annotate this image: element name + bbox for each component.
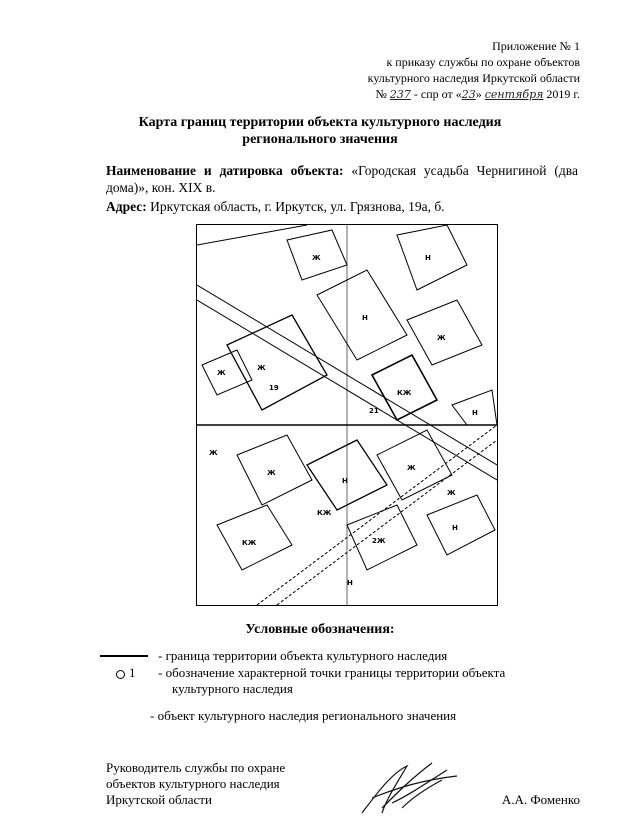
map-label: Н xyxy=(347,579,353,587)
footer-line-2: объектов культурного наследия xyxy=(106,776,280,791)
point-symbol-number: 1 xyxy=(129,665,136,680)
map-label: Ж xyxy=(437,334,446,342)
order-mid: - спр от « xyxy=(413,87,462,101)
map-label: Ж xyxy=(209,449,218,457)
order-line xyxy=(250,86,580,103)
order-year: 2019 г. xyxy=(546,87,580,101)
legend-item-text: - объект культурного наследия регионального значения xyxy=(150,708,457,723)
map-label: 19 xyxy=(269,384,279,392)
object-address xyxy=(106,198,578,215)
map-label: Ж xyxy=(257,364,266,372)
map-label: 2Ж xyxy=(372,537,386,545)
order-day: 23 xyxy=(461,88,476,101)
point-symbol xyxy=(116,665,136,680)
address-label: Адрес: xyxy=(106,199,147,214)
address-value: Иркутская область, г. Иркутск, ул. Грязнова, 19а, б. xyxy=(146,199,445,214)
map-label: КЖ xyxy=(397,389,412,397)
territory-map xyxy=(196,224,498,606)
order-number: 237 xyxy=(389,88,411,101)
footer-line-3: Иркутской области xyxy=(106,792,212,807)
map-label: Н xyxy=(452,524,458,532)
legend-item-text: - граница территории объекта культурного наследия xyxy=(158,648,448,663)
map-label: Н xyxy=(342,477,348,485)
legend-title: Условные обозначения: xyxy=(245,622,395,637)
signer-name: А.А. Фоменко xyxy=(501,792,580,807)
map-label: Н xyxy=(472,409,478,417)
map-label: Н xyxy=(362,314,368,322)
appendix-header xyxy=(250,38,580,103)
document-title xyxy=(100,114,540,148)
appendix-line-3: культурного наследия Иркутской области xyxy=(367,71,580,85)
footer-line-1: Руководитель службы по охране xyxy=(106,760,286,775)
appendix-line-1: Приложение № 1 xyxy=(492,39,580,53)
legend-item-text-2: культурного наследия xyxy=(172,681,293,696)
boundary-line-symbol xyxy=(100,655,148,657)
appendix-line-2: к приказу службы по охране объектов xyxy=(386,55,580,69)
order-month-sep: » xyxy=(475,87,482,101)
handwritten-signature xyxy=(352,758,462,818)
map-label: Н xyxy=(425,254,431,262)
legend-item-text: - обозначение характерной точки границы территории объекта xyxy=(158,665,506,680)
signature-block xyxy=(106,760,306,808)
map-label: Ж xyxy=(312,254,321,262)
map-drawing xyxy=(197,225,497,605)
map-label: 21 xyxy=(369,407,379,415)
order-prefix: № xyxy=(375,87,387,101)
title-line-2: регионального значения xyxy=(242,132,398,147)
map-label: Ж xyxy=(447,489,456,497)
map-label: Ж xyxy=(267,469,276,477)
object-name xyxy=(106,162,578,196)
map-label: Ж xyxy=(407,464,416,472)
object-name-value: «Городская усадьба Чернигиной (два дома)», кон. XIX в. xyxy=(106,163,578,195)
title-line-1: Карта границ территории объекта культурного наследия xyxy=(138,115,502,130)
order-month: сентября xyxy=(484,88,544,101)
map-label: Ж xyxy=(217,369,226,377)
map-label: КЖ xyxy=(242,539,257,547)
point-circle-icon xyxy=(116,670,125,679)
map-label: КЖ xyxy=(317,509,332,517)
object-name-label: Наименование и датировка объекта: xyxy=(106,163,344,178)
